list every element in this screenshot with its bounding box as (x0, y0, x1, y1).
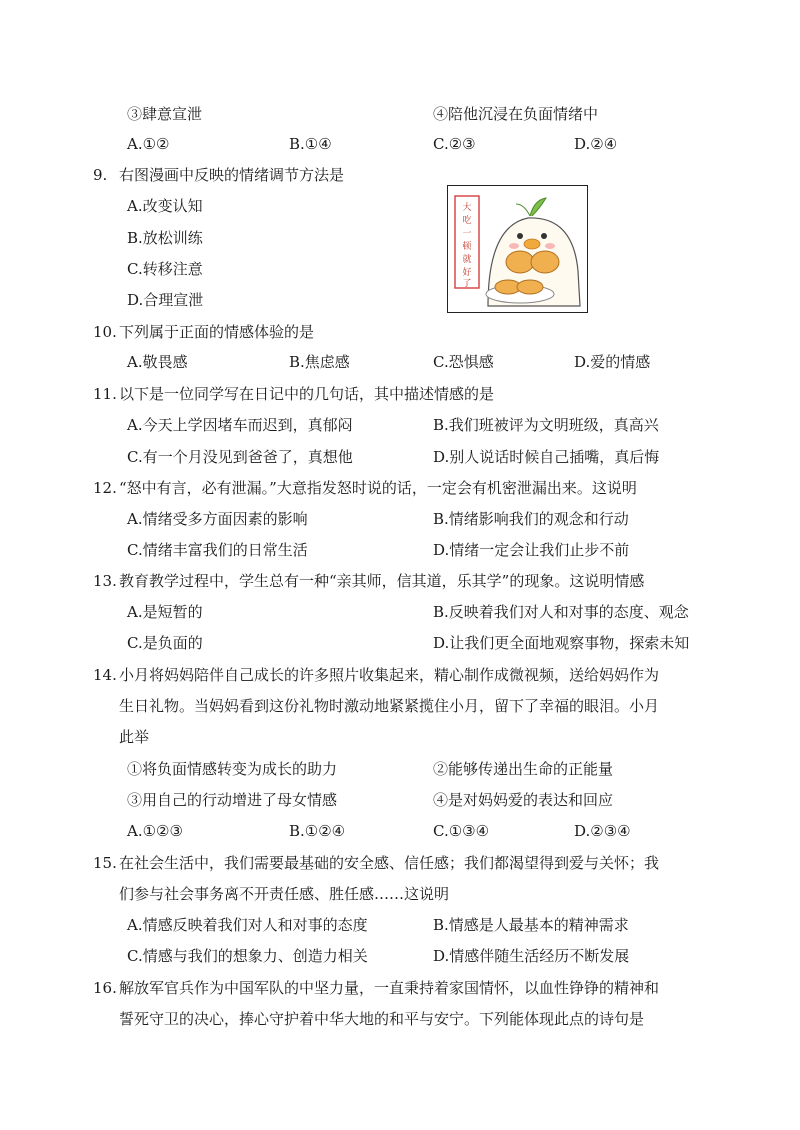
q14-option-2: ②能够传递出生命的正能量 (433, 760, 614, 778)
q14-stem-line-1: 小月将妈妈陪伴自己成长的许多照片收集起来，精心制作成微视频，送给妈妈作为 (119, 666, 660, 684)
cartoon-char-6: 了 (462, 279, 472, 289)
q9-choice-b: B.放松训练 (127, 229, 203, 247)
q15-choice-a: A.情感反映着我们对人和对事的态度 (127, 916, 368, 934)
q14-number: 14. (93, 666, 117, 684)
q10-stem: 下列属于正面的情感体验的是 (119, 323, 315, 341)
q9-stem: 右图漫画中反映的情绪调节方法是 (119, 166, 345, 184)
q11-choice-d: D.别人说话时候自己插嘴，真后悔 (433, 448, 660, 466)
q12-number: 12. (93, 479, 117, 497)
q10-choice-b: B.焦虑感 (289, 353, 350, 371)
q15-choice-b: B.情感是人最基本的精神需求 (433, 916, 629, 934)
q15-stem-line-1: 在社会生活中，我们需要最基础的安全感、信任感；我们都渴望得到爱与关怀；我 (119, 854, 660, 872)
q10-number: 10. (93, 323, 117, 341)
q12-choice-b: B.情绪影响我们的观念和行动 (433, 510, 629, 528)
q15-choice-c: C.情感与我们的想象力、创造力相关 (127, 947, 368, 965)
cartoon-char-0: 大 (462, 203, 472, 213)
q10-choice-c: C.恐惧感 (433, 353, 494, 371)
q9-number: 9. (93, 166, 108, 184)
q11-stem: 以下是一位同学写在日记中的几句话，其中描述情感的是 (119, 385, 495, 403)
q13-stem: 教育教学过程中，学生总有一种“亲其师，信其道，乐其学”的现象。这说明情感 (119, 572, 645, 590)
q16-number: 16. (93, 979, 117, 997)
q13-choice-c: C.是负面的 (127, 634, 203, 652)
q14-stem-line-2: 生日礼物。当妈妈看到这份礼物时激动地紧紧揽住小月，留下了幸福的眼泪。小月 (119, 697, 660, 715)
q14-option-4: ④是对妈妈爱的表达和回应 (433, 791, 614, 809)
q14-choice-b: B.①②④ (289, 822, 346, 840)
q9-choice-a: A.改变认知 (127, 197, 203, 215)
q12-stem: “怒中有言，必有泄漏。”大意指发怒时说的话，一定会有机密泄漏出来。这说明 (119, 479, 637, 497)
q13-choice-b: B.反映着我们对人和对事的态度、观念 (433, 603, 689, 621)
q8-option-3: ③肆意宣泄 (127, 105, 203, 123)
q8-choice-d: D.②④ (574, 135, 618, 153)
q10-choice-d: D.爱的情感 (574, 353, 651, 371)
q13-number: 13. (93, 572, 117, 590)
q8-choice-b: B.①④ (289, 135, 332, 153)
q14-choice-a: A.①②③ (127, 822, 183, 840)
q13-choice-d: D.让我们更全面地观察事物，探索未知 (433, 634, 690, 652)
q14-option-1: ①将负面情感转变为成长的助力 (127, 760, 338, 778)
cartoon-bun-left (506, 251, 534, 273)
q14-choice-c: C.①③④ (433, 822, 490, 840)
cartoon-char-3: 顿 (462, 242, 472, 252)
q13-choice-a: A.是短暂的 (127, 603, 203, 621)
cartoon-leaf (530, 198, 546, 216)
q11-choice-c: C.有一个月没见到爸爸了，真想他 (127, 448, 353, 466)
q8-option-4: ④陪他沉浸在负面情绪中 (433, 105, 599, 123)
cartoon-char-1: 吃 (462, 216, 472, 226)
q14-choice-d: D.②③④ (574, 822, 631, 840)
q9-choice-d: D.合理宣泄 (127, 291, 204, 309)
q8-choice-c: C.②③ (433, 135, 476, 153)
cartoon-food-in-mouth (524, 239, 540, 249)
q15-number: 15. (93, 854, 117, 872)
q11-choice-a: A.今天上学因堵车而迟到，真郁闷 (127, 416, 353, 434)
q11-number: 11. (93, 385, 117, 403)
q10-choice-a: A.敬畏感 (127, 353, 188, 371)
q16-stem-line-2: 誓死守卫的决心，捧心守护着中华大地的和平与安宁。下列能体现此点的诗句是 (119, 1010, 645, 1028)
q15-choice-d: D.情感伴随生活经历不断发展 (433, 947, 630, 965)
q14-option-3: ③用自己的行动增进了母女情感 (127, 791, 338, 809)
q14-stem-line-3: 此举 (119, 728, 150, 746)
q15-stem-line-2: 们参与社会事务离不开责任感、胜任感……这说明 (119, 885, 450, 903)
q9-choice-c: C.转移注意 (127, 260, 203, 278)
q12-choice-d: D.情绪一定会让我们止步不前 (433, 541, 630, 559)
q9-cartoon-image (447, 185, 588, 313)
cartoon-char-4: 就 (462, 255, 472, 265)
q11-choice-b: B.我们班被评为文明班级，真高兴 (433, 416, 659, 434)
q16-stem-line-1: 解放军官兵作为中国军队的中坚力量，一直秉持着家国情怀，以血性铮铮的精神和 (119, 979, 660, 997)
q12-choice-c: C.情绪丰富我们的日常生活 (127, 541, 308, 559)
cartoon-right-eye (541, 233, 547, 239)
cartoon-char-2: 一 (462, 229, 472, 239)
q12-choice-a: A.情绪受多方面因素的影响 (127, 510, 308, 528)
cartoon-char-5: 好 (462, 268, 472, 278)
cartoon-bun-right (531, 251, 559, 273)
cartoon-left-eye (517, 233, 523, 239)
cartoon-illustration (448, 186, 586, 311)
q8-choice-a: A.①② (127, 135, 170, 153)
